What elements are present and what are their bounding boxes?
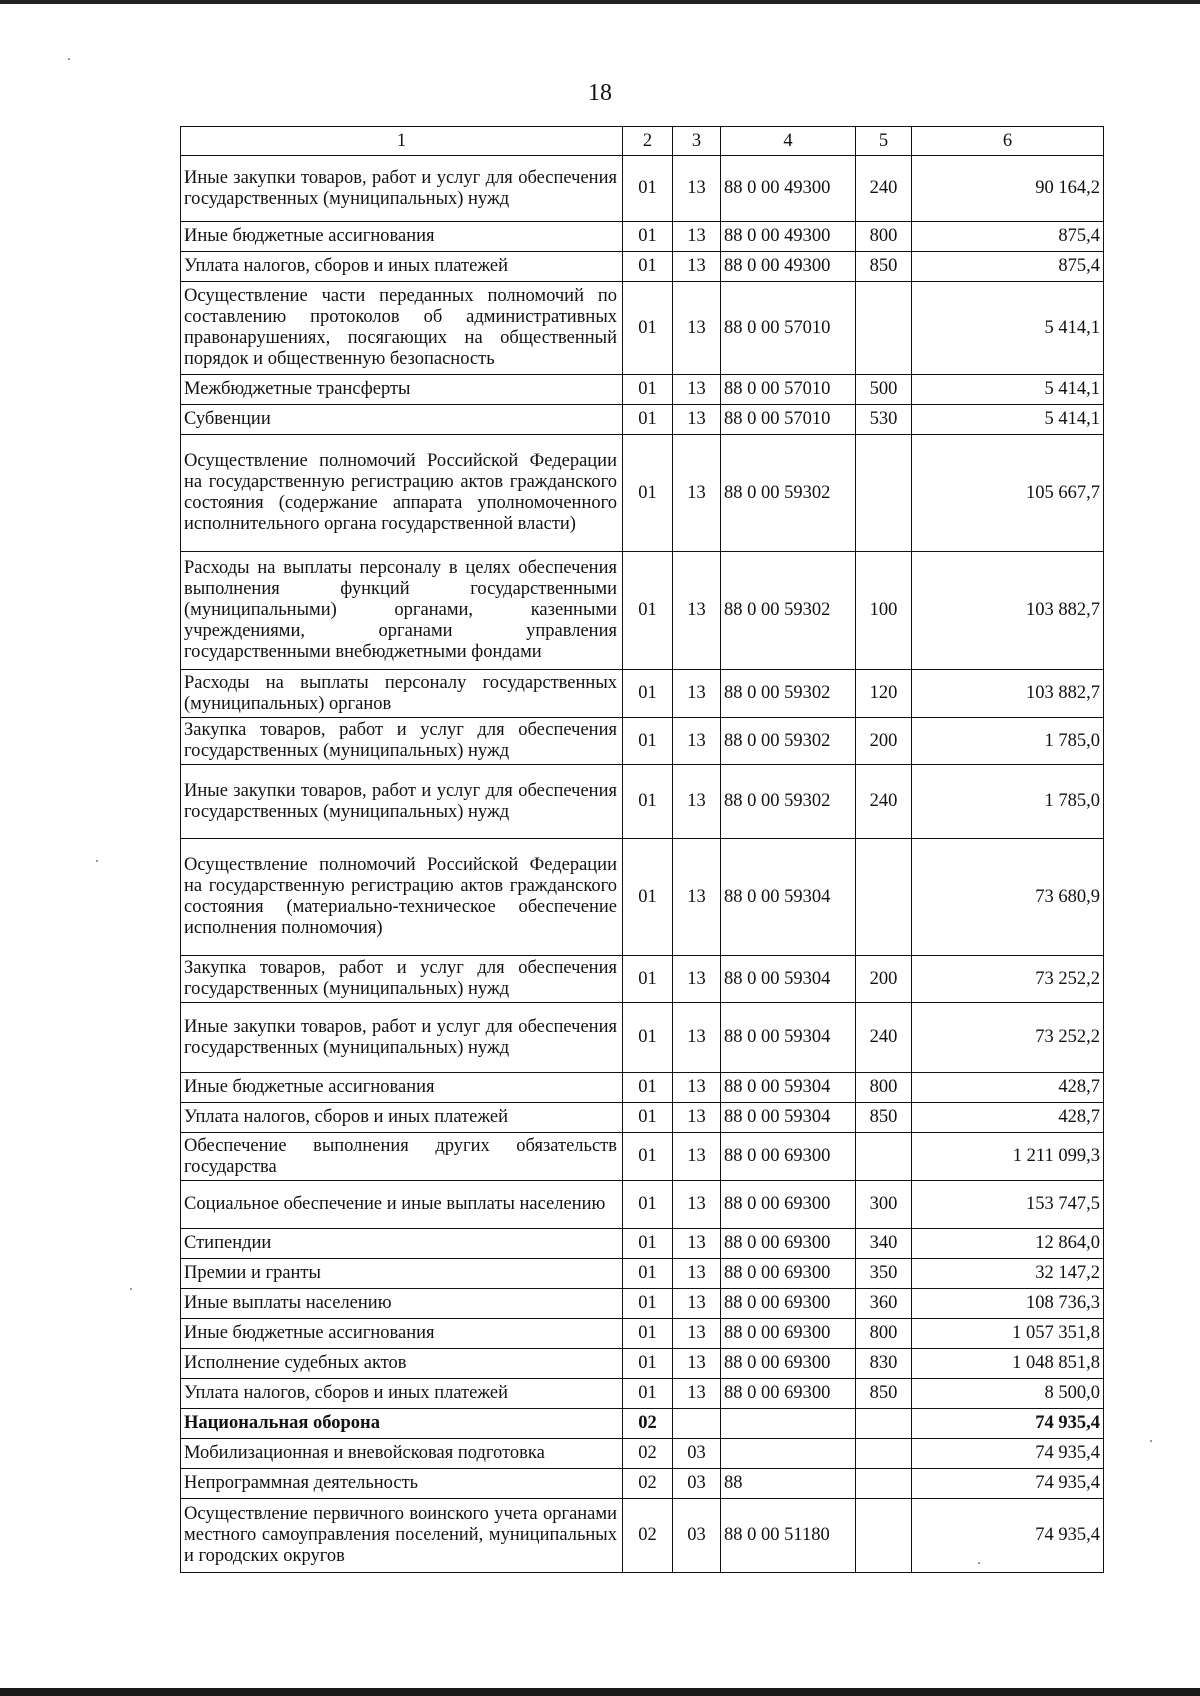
table-row — [181, 435, 1104, 552]
col-5: 850 — [856, 1379, 912, 1409]
col-2: 01 — [623, 718, 673, 765]
col-6-amount: 1 211 099,3 — [912, 1133, 1104, 1181]
col-2: 01 — [623, 435, 673, 552]
col-5 — [856, 1469, 912, 1499]
page-number: 18 — [588, 80, 612, 106]
row-name: Уплата налогов, сборов и иных платежей — [181, 1103, 623, 1133]
col-6-amount: 875,4 — [912, 222, 1104, 252]
col-4: 88 0 00 59302 — [721, 552, 856, 670]
col-5 — [856, 1499, 912, 1573]
col-4: 88 0 00 69300 — [721, 1319, 856, 1349]
row-name: Осуществление полномочий Российской Федерации на государственную регистрацию актов гражданского состояния (содержание аппарата уполномоченного исполнительного органа государственной власти) — [181, 435, 623, 552]
row-name: Стипендии — [181, 1229, 623, 1259]
col-2: 01 — [623, 405, 673, 435]
header-col-1: 1 — [181, 127, 623, 156]
col-2: 01 — [623, 156, 673, 222]
col-6-amount: 74 935,4 — [912, 1439, 1104, 1469]
col-6-amount: 5 414,1 — [912, 375, 1104, 405]
col-3: 13 — [673, 1181, 721, 1229]
col-2: 01 — [623, 1133, 673, 1181]
row-name: Осуществление первичного воинского учета органами местного самоуправления поселений, муниципальных и городских округов — [181, 1499, 623, 1573]
col-2: 01 — [623, 1379, 673, 1409]
col-3: 13 — [673, 1229, 721, 1259]
table-row — [181, 956, 1104, 1003]
col-2: 02 — [623, 1499, 673, 1573]
col-4: 88 0 00 59304 — [721, 1103, 856, 1133]
table-row — [181, 1003, 1104, 1073]
row-name: Иные закупки товаров, работ и услуг для обеспечения государственных (муниципальных) нужд — [181, 765, 623, 839]
col-5 — [856, 1133, 912, 1181]
col-4: 88 0 00 59302 — [721, 670, 856, 718]
col-2: 01 — [623, 1229, 673, 1259]
col-3: 03 — [673, 1439, 721, 1469]
row-name: Иные бюджетные ассигнования — [181, 1073, 623, 1103]
col-2: 01 — [623, 1349, 673, 1379]
table-row — [181, 1379, 1104, 1409]
table-row — [181, 1499, 1104, 1573]
col-3: 13 — [673, 1319, 721, 1349]
col-4: 88 0 00 49300 — [721, 156, 856, 222]
col-3: 13 — [673, 956, 721, 1003]
col-4: 88 0 00 69300 — [721, 1289, 856, 1319]
col-3: 13 — [673, 670, 721, 718]
row-name: Субвенции — [181, 405, 623, 435]
col-3: 03 — [673, 1469, 721, 1499]
row-name: Расходы на выплаты персоналу в целях обеспечения выполнения функций государственными (муниципальными) органами, казенными учреждениями, органами управления государственными внебюджетными фондами — [181, 552, 623, 670]
col-3: 13 — [673, 156, 721, 222]
col-3 — [673, 1409, 721, 1439]
col-4: 88 0 00 57010 — [721, 405, 856, 435]
col-5: 120 — [856, 670, 912, 718]
col-5 — [856, 839, 912, 956]
col-3: 13 — [673, 282, 721, 375]
col-3: 13 — [673, 1003, 721, 1073]
table-row — [181, 1181, 1104, 1229]
col-6-amount: 5 414,1 — [912, 405, 1104, 435]
col-2: 01 — [623, 252, 673, 282]
row-name: Уплата налогов, сборов и иных платежей — [181, 252, 623, 282]
col-6-amount: 875,4 — [912, 252, 1104, 282]
table-row — [181, 1133, 1104, 1181]
row-name: Мобилизационная и вневойсковая подготовка — [181, 1439, 623, 1469]
table-header-row — [181, 127, 1104, 156]
col-6-amount: 73 680,9 — [912, 839, 1104, 956]
col-3: 13 — [673, 1133, 721, 1181]
col-4: 88 0 00 49300 — [721, 222, 856, 252]
col-5: 850 — [856, 1103, 912, 1133]
col-2: 02 — [623, 1409, 673, 1439]
table-row — [181, 670, 1104, 718]
scan-speck — [130, 1288, 132, 1290]
header-col-2: 2 — [623, 127, 673, 156]
header-col-6: 6 — [912, 127, 1104, 156]
row-name: Расходы на выплаты персоналу государственных (муниципальных) органов — [181, 670, 623, 718]
col-3: 13 — [673, 405, 721, 435]
scan-speck — [1150, 1440, 1152, 1442]
col-5: 360 — [856, 1289, 912, 1319]
col-6-amount: 428,7 — [912, 1073, 1104, 1103]
col-3: 13 — [673, 765, 721, 839]
row-name: Уплата налогов, сборов и иных платежей — [181, 1379, 623, 1409]
row-name: Непрограммная деятельность — [181, 1469, 623, 1499]
table-row — [181, 222, 1104, 252]
table-row — [181, 1103, 1104, 1133]
row-name: Национальная оборона — [181, 1409, 623, 1439]
col-2: 01 — [623, 282, 673, 375]
header-col-3: 3 — [673, 127, 721, 156]
col-2: 02 — [623, 1439, 673, 1469]
col-5 — [856, 1439, 912, 1469]
col-3: 13 — [673, 252, 721, 282]
table-row — [181, 282, 1104, 375]
col-2: 01 — [623, 670, 673, 718]
col-5: 200 — [856, 718, 912, 765]
col-6-amount: 105 667,7 — [912, 435, 1104, 552]
col-6-amount: 74 935,4 — [912, 1409, 1104, 1439]
col-3: 13 — [673, 1289, 721, 1319]
col-4 — [721, 1409, 856, 1439]
col-6-amount: 73 252,2 — [912, 1003, 1104, 1073]
col-5: 800 — [856, 222, 912, 252]
table-row — [181, 1349, 1104, 1379]
col-4: 88 0 00 59302 — [721, 765, 856, 839]
col-2: 01 — [623, 1003, 673, 1073]
scan-speck — [978, 1562, 980, 1564]
col-4: 88 0 00 69300 — [721, 1259, 856, 1289]
table-row — [181, 1319, 1104, 1349]
row-name: Иные выплаты населению — [181, 1289, 623, 1319]
col-2: 01 — [623, 839, 673, 956]
row-name: Закупка товаров, работ и услуг для обеспечения государственных (муниципальных) нужд — [181, 718, 623, 765]
row-name: Исполнение судебных актов — [181, 1349, 623, 1379]
col-5: 240 — [856, 156, 912, 222]
col-5 — [856, 282, 912, 375]
col-6-amount: 1 785,0 — [912, 765, 1104, 839]
row-name: Осуществление полномочий Российской Федерации на государственную регистрацию актов гражданского состояния (материально-техническое обеспечение исполнения полномочия) — [181, 839, 623, 956]
row-name: Социальное обеспечение и иные выплаты населению — [181, 1181, 623, 1229]
col-2: 02 — [623, 1469, 673, 1499]
col-3: 13 — [673, 1379, 721, 1409]
col-4: 88 0 00 57010 — [721, 282, 856, 375]
col-3: 13 — [673, 1073, 721, 1103]
table-row — [181, 1259, 1104, 1289]
col-6-amount: 1 057 351,8 — [912, 1319, 1104, 1349]
col-6-amount: 103 882,7 — [912, 670, 1104, 718]
col-4: 88 0 00 59302 — [721, 435, 856, 552]
col-6-amount: 5 414,1 — [912, 282, 1104, 375]
table-body — [181, 156, 1104, 1573]
col-4: 88 0 00 59304 — [721, 956, 856, 1003]
col-6-amount: 103 882,7 — [912, 552, 1104, 670]
col-4 — [721, 1439, 856, 1469]
col-3: 13 — [673, 1349, 721, 1379]
col-2: 01 — [623, 765, 673, 839]
col-2: 01 — [623, 375, 673, 405]
col-4: 88 0 00 69300 — [721, 1379, 856, 1409]
col-4: 88 0 00 59304 — [721, 1003, 856, 1073]
col-6-amount: 108 736,3 — [912, 1289, 1104, 1319]
col-3: 13 — [673, 552, 721, 670]
col-5: 240 — [856, 765, 912, 839]
col-3: 13 — [673, 1103, 721, 1133]
col-6-amount: 12 864,0 — [912, 1229, 1104, 1259]
col-6-amount: 32 147,2 — [912, 1259, 1104, 1289]
col-3: 13 — [673, 718, 721, 765]
col-2: 01 — [623, 222, 673, 252]
col-3: 13 — [673, 839, 721, 956]
row-name: Закупка товаров, работ и услуг для обеспечения государственных (муниципальных) нужд — [181, 956, 623, 1003]
table-row — [181, 1469, 1104, 1499]
row-name: Обеспечение выполнения других обязательств государства — [181, 1133, 623, 1181]
table-row — [181, 839, 1104, 956]
row-name: Иные закупки товаров, работ и услуг для обеспечения государственных (муниципальных) нужд — [181, 156, 623, 222]
row-name: Межбюджетные трансферты — [181, 375, 623, 405]
col-2: 01 — [623, 956, 673, 1003]
table-row — [181, 552, 1104, 670]
row-name: Иные бюджетные ассигнования — [181, 1319, 623, 1349]
col-3: 13 — [673, 375, 721, 405]
col-6-amount: 428,7 — [912, 1103, 1104, 1133]
table-row — [181, 156, 1104, 222]
col-5: 850 — [856, 252, 912, 282]
col-4: 88 0 00 69300 — [721, 1349, 856, 1379]
col-5: 830 — [856, 1349, 912, 1379]
col-2: 01 — [623, 1103, 673, 1133]
table-row — [181, 1439, 1104, 1469]
col-2: 01 — [623, 1181, 673, 1229]
table-row — [181, 405, 1104, 435]
table-row — [181, 375, 1104, 405]
col-6-amount: 74 935,4 — [912, 1469, 1104, 1499]
table-row — [181, 765, 1104, 839]
col-2: 01 — [623, 1073, 673, 1103]
table-row — [181, 252, 1104, 282]
header-col-5: 5 — [856, 127, 912, 156]
col-5: 240 — [856, 1003, 912, 1073]
col-6-amount: 73 252,2 — [912, 956, 1104, 1003]
col-5: 800 — [856, 1073, 912, 1103]
col-2: 01 — [623, 1259, 673, 1289]
col-5: 350 — [856, 1259, 912, 1289]
col-5: 530 — [856, 405, 912, 435]
table-row — [181, 1289, 1104, 1319]
col-4: 88 0 00 69300 — [721, 1133, 856, 1181]
col-5 — [856, 1409, 912, 1439]
col-4: 88 0 00 57010 — [721, 375, 856, 405]
col-5: 200 — [856, 956, 912, 1003]
col-4: 88 0 00 51180 — [721, 1499, 856, 1573]
row-name: Иные бюджетные ассигнования — [181, 222, 623, 252]
col-6-amount: 1 785,0 — [912, 718, 1104, 765]
col-3: 03 — [673, 1499, 721, 1573]
table-row — [181, 1073, 1104, 1103]
row-name: Иные закупки товаров, работ и услуг для обеспечения государственных (муниципальных) нужд — [181, 1003, 623, 1073]
col-3: 13 — [673, 222, 721, 252]
scan-border-top — [0, 0, 1200, 4]
col-5: 500 — [856, 375, 912, 405]
col-4: 88 0 00 59304 — [721, 1073, 856, 1103]
col-3: 13 — [673, 1259, 721, 1289]
scan-speck — [96, 860, 98, 862]
row-name: Осуществление части переданных полномочий по составлению протоколов об административных правонарушениях, посягающих на общественный порядок и общественную безопасность — [181, 282, 623, 375]
col-6-amount: 153 747,5 — [912, 1181, 1104, 1229]
col-2: 01 — [623, 1319, 673, 1349]
col-4: 88 0 00 69300 — [721, 1181, 856, 1229]
table-row — [181, 718, 1104, 765]
budget-table — [180, 126, 1104, 1573]
row-name: Премии и гранты — [181, 1259, 623, 1289]
table-row — [181, 1409, 1104, 1439]
scan-speck — [68, 58, 70, 60]
col-4: 88 0 00 69300 — [721, 1229, 856, 1259]
scan-border-bottom — [0, 1688, 1200, 1696]
col-5: 300 — [856, 1181, 912, 1229]
col-6-amount: 8 500,0 — [912, 1379, 1104, 1409]
col-5: 800 — [856, 1319, 912, 1349]
col-6-amount: 90 164,2 — [912, 156, 1104, 222]
col-5: 340 — [856, 1229, 912, 1259]
col-2: 01 — [623, 1289, 673, 1319]
header-col-4: 4 — [721, 127, 856, 156]
col-6-amount: 74 935,4 — [912, 1499, 1104, 1573]
col-5 — [856, 435, 912, 552]
col-3: 13 — [673, 435, 721, 552]
col-4: 88 0 00 49300 — [721, 252, 856, 282]
col-4: 88 0 00 59304 — [721, 839, 856, 956]
col-4: 88 0 00 59302 — [721, 718, 856, 765]
col-6-amount: 1 048 851,8 — [912, 1349, 1104, 1379]
col-4: 88 — [721, 1469, 856, 1499]
col-5: 100 — [856, 552, 912, 670]
table-row — [181, 1229, 1104, 1259]
col-2: 01 — [623, 552, 673, 670]
